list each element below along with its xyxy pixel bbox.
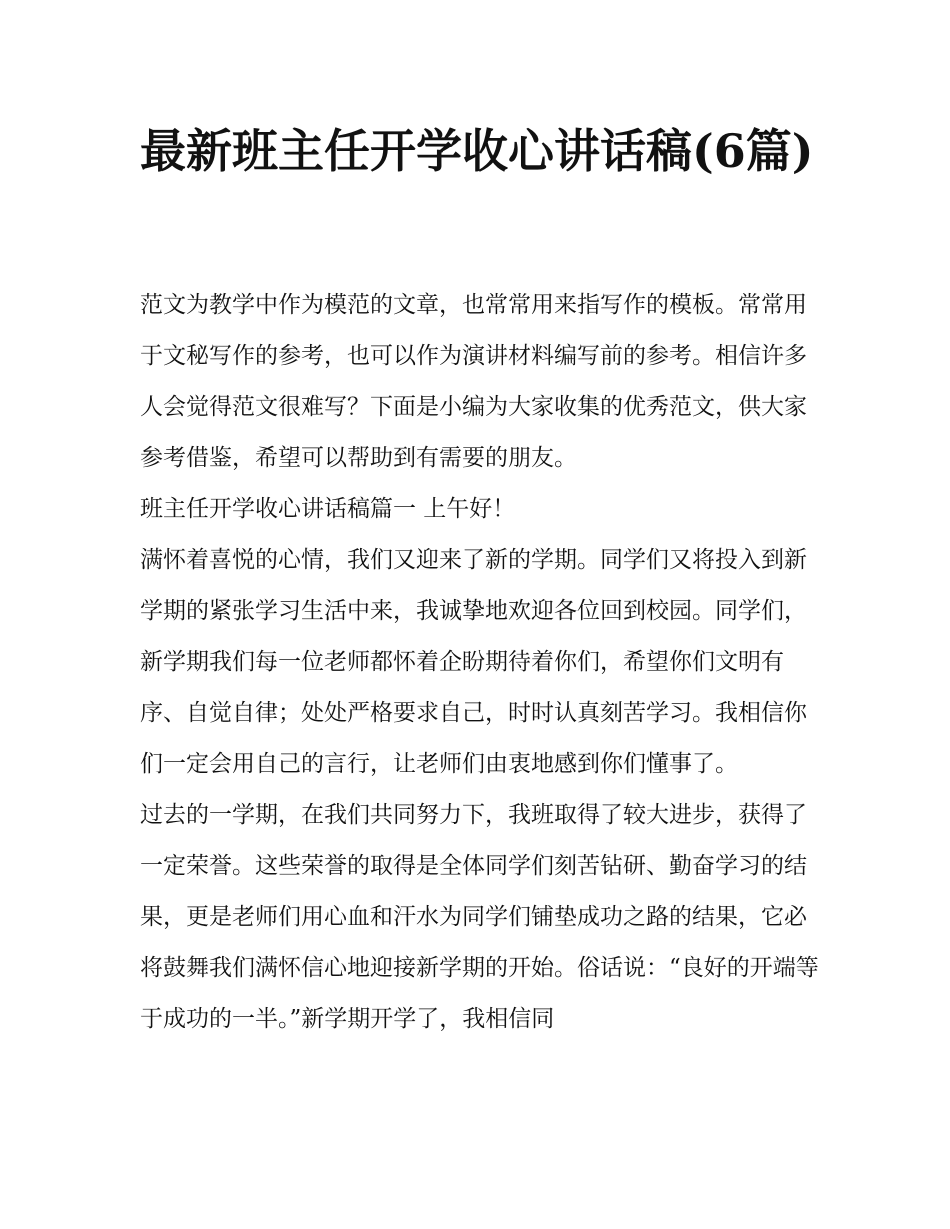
paragraph-section-heading: 班主任开学收心讲话稿篇一 上午好！ (140, 496, 516, 522)
paragraph-intro: 范文为教学中作为模范的文章，也常常用来指写作的模板。常常用于文秘写作的参考，也可以作为演讲材料编写前的参考。相信许多人会觉得范文很难写？下面是小编为大家收集的优秀范文，供大家参考借鉴，希望可以帮助到有需要的朋友。 (140, 292, 807, 471)
document-title: 最新班主任开学收心讲话稿(6篇) (140, 124, 814, 178)
document-body (140, 280, 820, 1045)
paragraph-review: 过去的一学期，在我们共同努力下，我班取得了较大进步，获得了一定荣誉。这些荣誉的取得是全体同学们刻苦钻研、勤奋学习的结果，更是老师们用心血和汗水为同学们铺垫成功之路的结果，它必将鼓舞我们满怀信心地迎接新学期的开始。俗话说：“良好的开端等于成功的一半。”新学期开学了，我相信同 (140, 802, 819, 1032)
paragraph-welcome: 满怀着喜悦的心情，我们又迎来了新的学期。同学们又将投入到新学期的紧张学习生活中来，我诚挚地欢迎各位回到校园。同学们，新学期我们每一位老师都怀着企盼期待着你们，希望你们文明有序、自觉自律；处处严格要求自己，时时认真刻苦学习。我相信你们一定会用自己的言行，让老师们由衷地感到你们懂事了。 (140, 547, 807, 777)
